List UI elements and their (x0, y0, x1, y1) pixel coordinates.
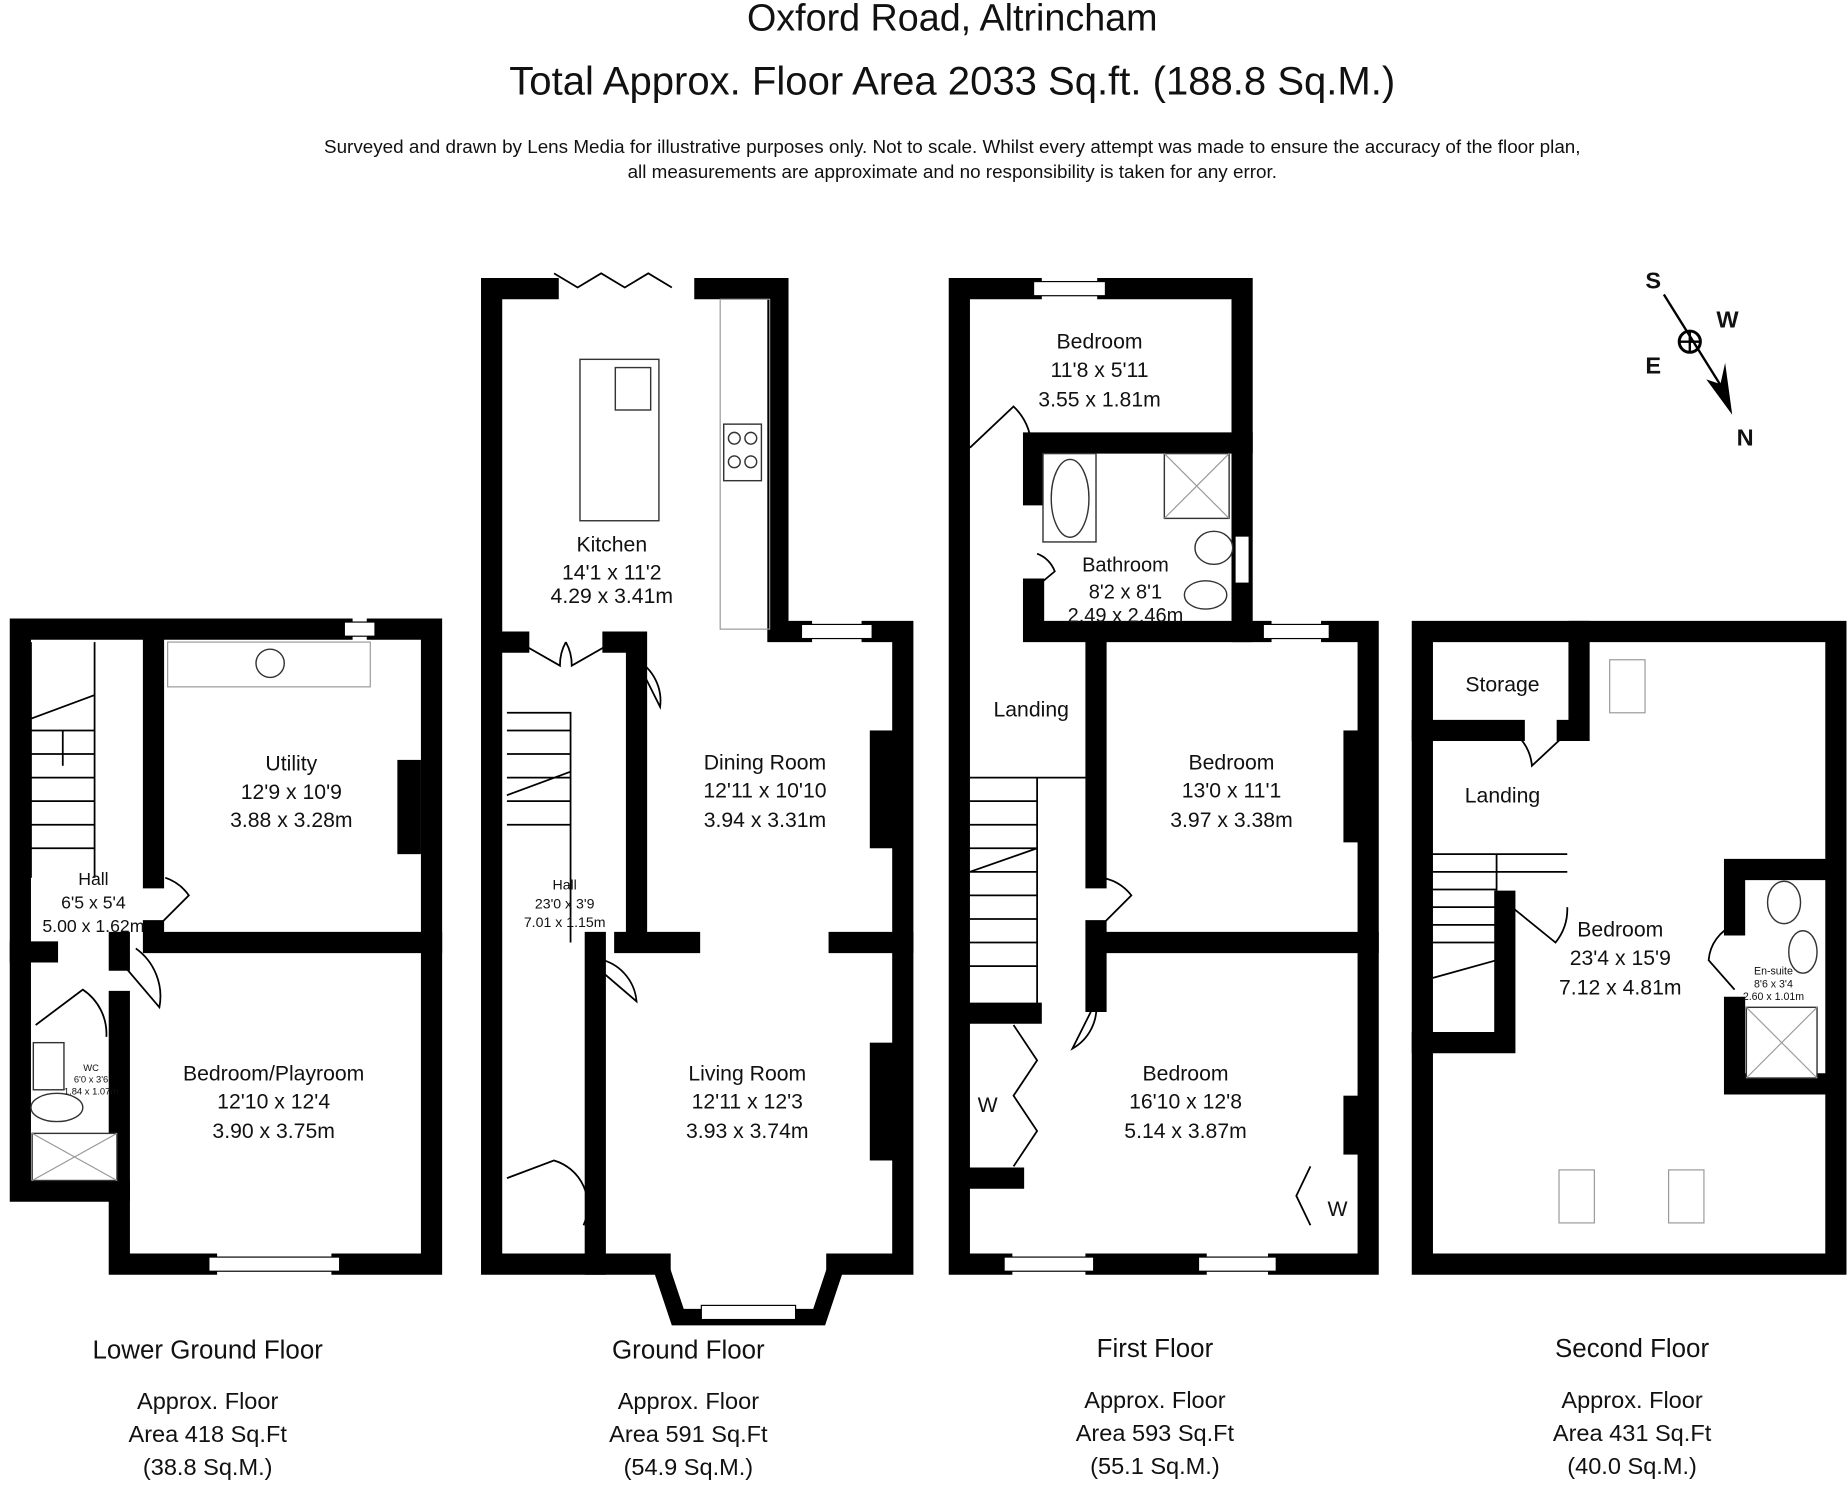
room-landing-sf-name: Landing (1464, 784, 1541, 808)
room-utility-imperial: 12'9 x 10'9 (240, 780, 342, 804)
floor-captions (92, 1335, 1711, 1480)
floor-name-second: Second Floor (1555, 1335, 1710, 1364)
floor-area-sqft: Area 591 Sq.Ft (609, 1421, 768, 1448)
floor-area-label: Approx. Floor (617, 1388, 760, 1415)
compass-s: S (1645, 267, 1662, 294)
room-kitchen-metric: 4.29 x 3.41m (550, 585, 674, 609)
wardrobe-label-1: W (977, 1094, 998, 1118)
floor-name-first: First Floor (1096, 1335, 1214, 1364)
room-kitchen-imperial: 14'1 x 11'2 (561, 561, 662, 585)
room-hall-name: Hall (78, 868, 109, 889)
compass-n: N (1736, 424, 1754, 451)
floor-area-sqft: Area 418 Sq.Ft (128, 1421, 287, 1448)
floor-area-sqm: (54.9 Sq.M.) (623, 1454, 754, 1481)
room-bedroom-loft-name: Bedroom (1577, 918, 1664, 942)
room-bedroom-loft-metric: 7.12 x 4.81m (1559, 976, 1682, 1000)
room-bedroom-small-name: Bedroom (1056, 330, 1143, 354)
floor-area-label: Approx. Floor (1561, 1386, 1703, 1413)
room-bathroom-metric: 2.49 x 2.46m (1067, 605, 1184, 628)
room-bedroom-large-name: Bedroom (1142, 1062, 1229, 1086)
room-ensuite-name: En-suite (1754, 965, 1793, 978)
room-wc-name: WC (83, 1061, 99, 1073)
floor-area-sqm: (40.0 Sq.M.) (1567, 1452, 1697, 1479)
room-bedroom-playroom-metric: 3.90 x 3.75m (212, 1120, 335, 1144)
floor-name-ground: Ground Floor (612, 1336, 765, 1365)
room-dining-metric: 3.94 x 3.31m (703, 809, 827, 833)
room-hall-gf-imperial: 23'0 x 3'9 (534, 895, 595, 912)
room-hall-metric: 5.00 x 1.62m (42, 915, 145, 936)
room-dining-imperial: 12'11 x 10'10 (703, 779, 827, 803)
room-bedroom-front-name: Bedroom (1188, 751, 1275, 775)
disclaimer-line-2: all measurements are approximate and no responsibility is taken for any error. (627, 160, 1277, 182)
floor-area-sqm: (38.8 Sq.M.) (142, 1454, 273, 1481)
room-dining-name: Dining Room (703, 751, 827, 775)
room-living-metric: 3.93 x 3.74m (686, 1120, 809, 1144)
room-utility-name: Utility (265, 752, 318, 776)
room-hall-imperial: 6'5 x 5'4 (61, 892, 126, 913)
room-living-imperial: 12'11 x 12'3 (691, 1090, 803, 1114)
room-bathroom-imperial: 8'2 x 8'1 (1088, 581, 1163, 604)
room-kitchen-name: Kitchen (576, 533, 648, 557)
room-bedroom-loft-imperial: 23'4 x 15'9 (1569, 946, 1671, 970)
floor-name-lower-ground: Lower Ground Floor (92, 1336, 323, 1365)
room-bedroom-large-imperial: 16'10 x 12'8 (1129, 1090, 1243, 1114)
room-bedroom-playroom-imperial: 12'10 x 12'4 (217, 1090, 331, 1114)
lower-ground-floor-plan (20, 622, 431, 1271)
room-bathroom-name: Bathroom (1082, 554, 1169, 577)
floor-area-sqft: Area 431 Sq.Ft (1552, 1419, 1712, 1446)
room-wc-metric: 1.84 x 1.07m (63, 1085, 119, 1097)
room-landing-name: Landing (993, 698, 1069, 722)
floor-area-sqft: Area 593 Sq.Ft (1075, 1419, 1235, 1446)
room-hall-gf-name: Hall (552, 876, 577, 893)
room-wc-imperial: 6'0 x 3'6 (73, 1073, 109, 1085)
floor-area-sqm: (55.1 Sq.M.) (1090, 1452, 1220, 1479)
room-utility-metric: 3.88 x 3.28m (230, 809, 353, 833)
room-hall-gf-metric: 7.01 x 1.15m (523, 914, 606, 931)
room-bedroom-small-metric: 3.55 x 1.81m (1038, 388, 1161, 412)
floor-area-label: Approx. Floor (1084, 1386, 1226, 1413)
title: Oxford Road, Altrincham (746, 0, 1158, 39)
room-bedroom-playroom-name: Bedroom/Playroom (182, 1062, 365, 1086)
room-bedroom-front-metric: 3.97 x 3.38m (1170, 809, 1293, 833)
second-floor-plan (1422, 631, 1836, 1264)
compass-e: E (1645, 352, 1662, 379)
first-floor-plan (959, 282, 1368, 1272)
compass-icon (1645, 268, 1753, 451)
disclaimer-line-1: Surveyed and drawn by Lens Media for illustrative purposes only. Not to scale. Whilst every attempt was made to ensure the accuracy of the floor plan, (324, 136, 1581, 158)
floor-area-label: Approx. Floor (137, 1388, 279, 1415)
wardrobe-label-2: W (1327, 1197, 1348, 1221)
room-bedroom-small-imperial: 11'8 x 5'11 (1050, 359, 1149, 383)
room-bedroom-large-metric: 5.14 x 3.87m (1124, 1120, 1247, 1144)
compass-w: W (1716, 306, 1739, 333)
ground-floor-plan (492, 273, 903, 1319)
room-ensuite-metric: 2.60 x 1.01m (1742, 991, 1805, 1004)
total-area: Total Approx. Floor Area 2033 Sq.ft. (188.8 Sq.M.) (509, 59, 1396, 104)
room-storage-name: Storage (1465, 673, 1540, 697)
room-bedroom-front-imperial: 13'0 x 11'1 (1181, 779, 1282, 803)
room-ensuite-imperial: 8'6 x 3'4 (1754, 978, 1793, 991)
room-living-name: Living Room (688, 1062, 807, 1086)
